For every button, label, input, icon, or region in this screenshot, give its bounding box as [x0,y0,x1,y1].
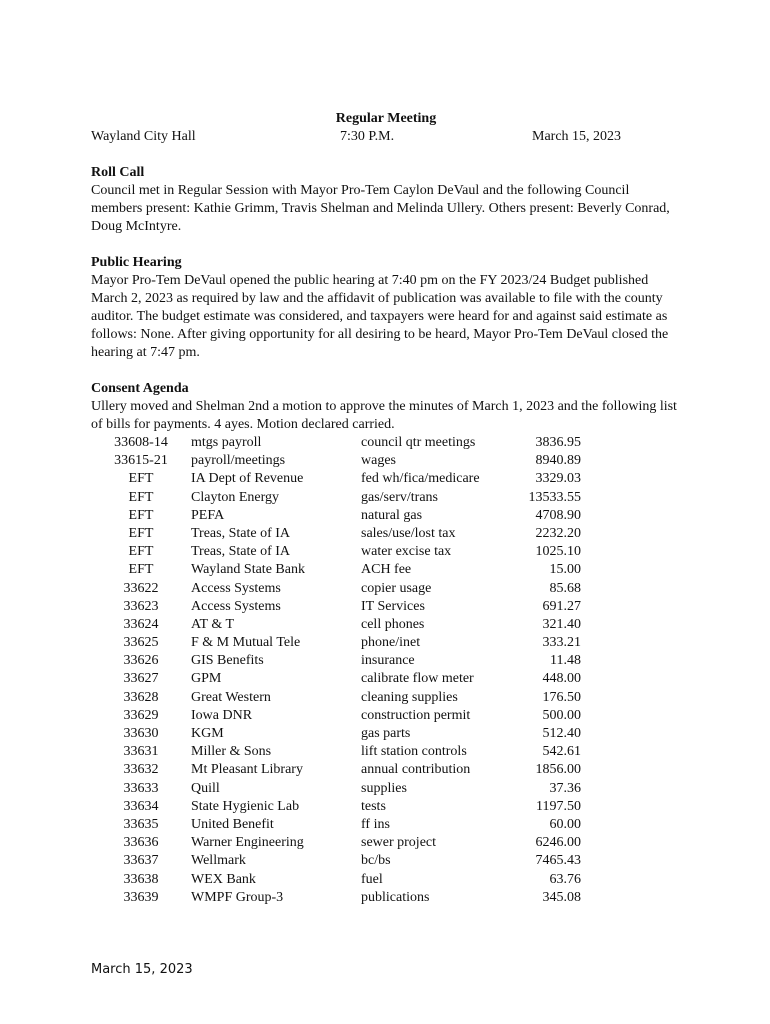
bills-table-body [91,434,581,907]
bill-vendor: Great Western [191,689,271,705]
bill-amount: 448.00 [542,671,581,687]
bill-number: 33608-14 [114,435,168,450]
table-row [91,470,581,488]
bill-vendor: KGM [191,726,224,741]
bill-number: 33625 [123,635,159,651]
bill-number: 33628 [123,689,159,705]
meeting-location: Wayland City Hall [91,129,196,144]
bill-number: 33635 [123,816,159,832]
bill-amount: 1856.00 [535,762,581,778]
meeting-title [91,110,681,128]
bill-number: 33631 [123,744,159,760]
bill-vendor: WMPF Group-3 [191,889,284,905]
bill-amount: 321.40 [542,616,581,632]
table-row [91,452,581,470]
meeting-title-text: Regular Meeting [335,111,437,126]
bill-vendor: Treas, State of IA [191,544,291,560]
bill-amount: 542.61 [542,744,581,760]
table-row [91,816,581,834]
bill-number: EFT [128,562,154,578]
bill-description: cleaning supplies [361,689,458,705]
bill-description: sales/use/lost tax [361,525,456,541]
table-row [91,543,581,561]
table-row [91,871,581,889]
bill-description: annual contribution [361,762,471,778]
bill-number: 33627 [123,671,159,687]
bill-vendor: Wellmark [191,853,246,869]
bill-description: tests [361,798,386,814]
bill-amount: 6246.00 [535,835,581,851]
bill-amount: 11.48 [550,653,581,669]
meeting-date: March 15, 2023 [532,129,622,144]
bill-number: 33634 [123,798,159,814]
bill-amount: 1025.10 [535,544,581,560]
bill-vendor: Miller & Sons [191,744,272,760]
bill-description: publications [361,889,430,905]
bill-number: 33637 [123,853,159,869]
document-page [91,110,681,907]
bill-amount: 176.50 [542,689,581,705]
table-row [91,670,581,688]
bill-description: construction permit [361,707,471,723]
bill-vendor: Wayland State Bank [191,562,305,578]
consent-agenda-text: Ullery moved and Shelman 2nd a motion to approve the minutes of March 1, 2023 and the following list of bills for payments. 4 ayes. Motion declared carried. [91,399,677,432]
bill-number: EFT [128,507,154,523]
table-row [91,434,581,452]
bill-vendor: mtgs payroll [191,435,262,450]
bill-amount: 4708.90 [535,507,581,523]
bill-vendor: PEFA [191,507,225,523]
bill-amount: 333.21 [542,635,581,651]
bill-description: gas/serv/trans [361,489,438,505]
bill-amount: 85.68 [549,580,581,596]
bill-amount: 60.00 [549,816,581,832]
consent-agenda-heading: Consent Agenda [91,381,189,396]
bill-description: copier usage [361,580,432,596]
bill-description: council qtr meetings [361,435,476,450]
bill-vendor: payroll/meetings [191,453,286,469]
bill-description: calibrate flow meter [361,671,474,687]
roll-call-heading: Roll Call [91,165,145,180]
table-row [91,598,581,616]
table-row [91,761,581,779]
bill-description: water excise tax [361,544,452,560]
bill-description: fed wh/fica/medicare [361,471,480,487]
bill-number: 33615-21 [114,453,168,469]
table-row [91,489,581,507]
bill-description: cell phones [361,616,425,632]
bill-description: natural gas [361,507,423,523]
table-row [91,798,581,816]
bill-number: 33632 [123,762,159,778]
bill-amount: 512.40 [542,726,581,741]
bill-vendor: GIS Benefits [191,653,264,669]
bill-description: lift station controls [361,744,467,760]
bill-vendor: United Benefit [191,816,274,832]
table-row [91,707,581,725]
bill-vendor: Treas, State of IA [191,525,291,541]
bill-description: wages [361,453,396,469]
table-row [91,580,581,598]
bill-amount: 37.36 [549,780,581,796]
bill-vendor: F & M Mutual Tele [191,635,301,651]
bill-vendor: Access Systems [191,580,281,596]
bill-amount: 7465.43 [535,853,581,869]
bill-description: supplies [361,780,407,796]
bill-description: sewer project [361,835,437,851]
bill-vendor: Warner Engineering [191,835,304,851]
table-row [91,634,581,652]
bill-number: 33633 [123,780,159,796]
bill-number: 33629 [123,707,159,723]
table-row [91,507,581,525]
bill-vendor: Quill [191,780,220,796]
bill-number: 33639 [123,889,159,905]
bill-description: bc/bs [361,853,391,869]
bill-amount: 63.76 [549,871,581,887]
bill-amount: 500.00 [542,707,581,723]
bill-number: EFT [128,525,154,541]
bill-amount: 3329.03 [535,471,581,487]
bill-vendor: Clayton Energy [191,489,280,505]
table-row [91,689,581,707]
bill-vendor: Iowa DNR [191,707,253,723]
bill-amount: 345.08 [542,889,581,905]
bill-number: 33630 [123,726,159,741]
table-row [91,652,581,670]
meeting-time: 7:30 P.M. [340,129,395,144]
bill-amount: 3836.95 [535,435,581,450]
bill-number: EFT [128,471,154,487]
bill-description: phone/inet [361,635,421,651]
bill-amount: 691.27 [542,598,581,614]
table-row [91,561,581,579]
bill-vendor: Access Systems [191,598,281,614]
bill-amount: 2232.20 [535,525,581,541]
table-row [91,889,581,907]
bill-vendor: GPM [191,671,222,687]
bill-vendor: IA Dept of Revenue [191,471,304,487]
bill-vendor: State Hygienic Lab [191,798,300,814]
meeting-info-line [91,128,681,146]
bill-description: insurance [361,653,415,669]
bill-description: ACH fee [361,562,412,578]
bill-number: EFT [128,489,154,505]
bill-amount: 1197.50 [536,798,581,814]
bills-table [91,434,581,907]
bill-number: 33622 [123,580,159,596]
table-row [91,780,581,798]
table-row [91,743,581,761]
bill-number: 33623 [123,598,159,614]
bill-number: 33624 [123,616,159,632]
public-hearing-text: Mayor Pro-Tem DeVaul opened the public hearing at 7:40 pm on the FY 2023/24 Budget published March 2, 2023 as required by law and the affidavit of publication was available to file with the county auditor. The budget estimate was considered, and taxpayers were heard for and against said estimate as follows: None. After giving opportunity for all desiring to be heard, Mayor Pro-Tem DeVaul closed the hearing at 7:47 pm. [91,273,669,360]
table-row [91,725,581,743]
public-hearing-heading: Public Hearing [91,255,182,270]
bill-description: ff ins [361,816,390,832]
table-row [91,834,581,852]
bill-amount: 13533.55 [528,489,581,505]
bill-vendor: WEX Bank [191,871,256,887]
bill-description: gas parts [361,726,411,741]
table-row [91,852,581,870]
bill-amount: 8940.89 [535,453,581,469]
table-row [91,525,581,543]
bill-vendor: Mt Pleasant Library [191,762,303,778]
footer-date: March 15, 2023 [91,962,193,977]
bill-amount: 15.00 [549,562,581,578]
bill-description: IT Services [361,598,425,614]
bill-number: 33626 [123,653,159,669]
bill-number: EFT [128,544,154,560]
table-row [91,616,581,634]
bill-number: 33636 [123,835,159,851]
roll-call-text: Council met in Regular Session with Mayor Pro-Tem Caylon DeVaul and the following Council members present: Kathie Grimm, Travis Shelman and Melinda Ullery. Others present: Beverly Conrad, Doug McIntyre. [91,183,670,234]
bill-vendor: AT & T [191,616,235,632]
bill-number: 33638 [123,871,159,887]
bill-description: fuel [361,871,383,887]
